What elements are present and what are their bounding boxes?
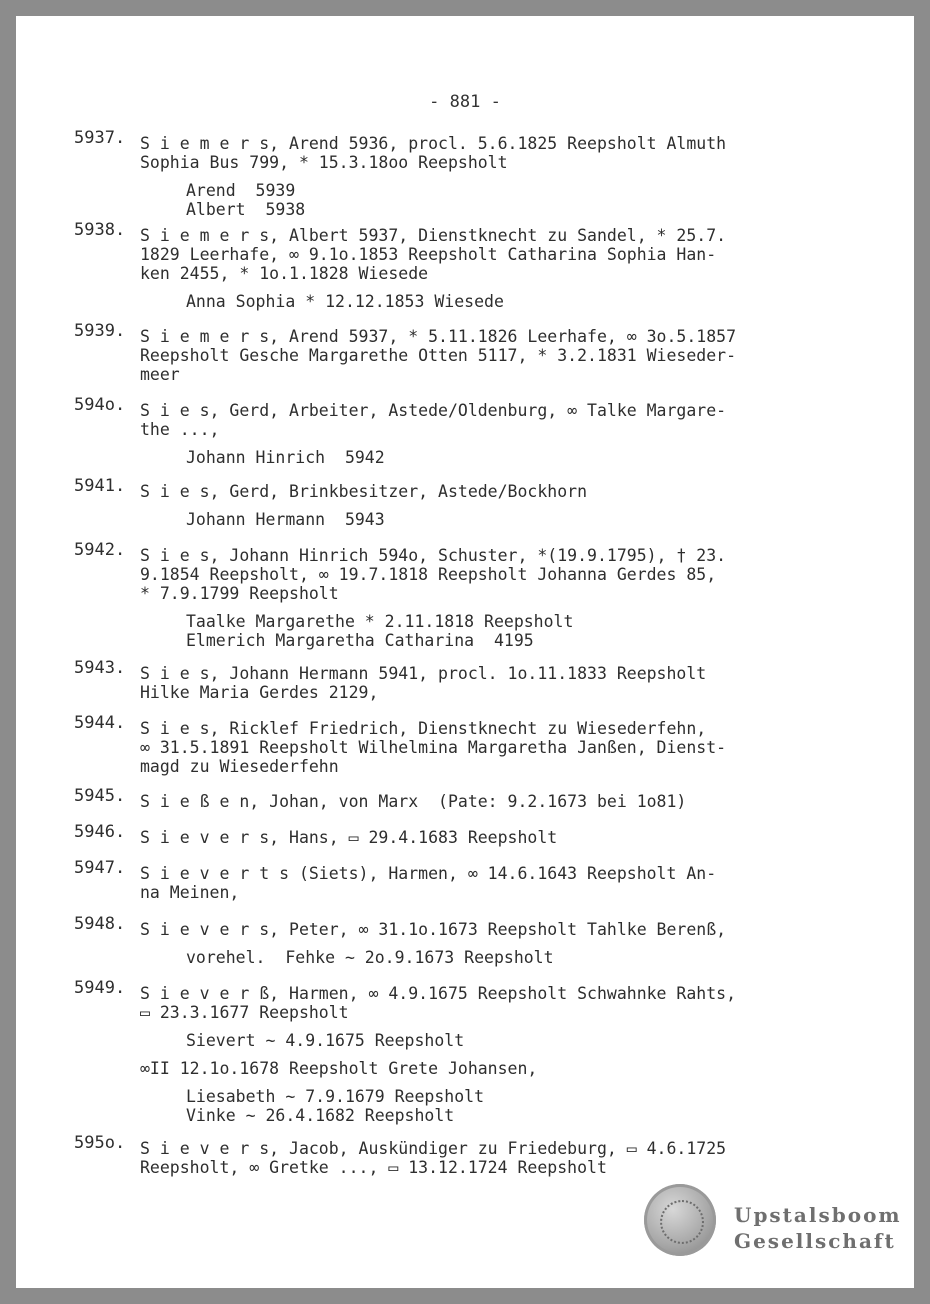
entry-line: S i e s, Ricklef Friedrich, Dienstknecht zu Wiesederfehn,	[140, 719, 707, 738]
entry-number: 5938.	[74, 220, 126, 240]
entry-line: * 7.9.1799 Reepsholt	[140, 584, 339, 603]
child-line: Albert 5938	[186, 200, 306, 219]
entry-number: 5941.	[74, 476, 126, 496]
child-line: vorehel. Fehke ~ 2o.9.1673 Reepsholt	[186, 948, 554, 967]
entry-line: Reepsholt, ∞ Gretke ..., ▭ 13.12.1724 Reepsholt	[140, 1158, 607, 1177]
child-line: Anna Sophia * 12.12.1853 Wiesede	[186, 292, 504, 311]
entry-line: ▭ 23.3.1677 Reepsholt	[140, 1003, 349, 1022]
entry-number: 5949.	[74, 978, 126, 998]
document-page	[16, 16, 914, 1288]
entry-line: S i e m e r s, Arend 5936, procl. 5.6.1825 Reepsholt Almuth	[140, 134, 727, 153]
entry-line: ken 2455, * 1o.1.1828 Wiesede	[140, 264, 429, 283]
child-line: Liesabeth ~ 7.9.1679 Reepsholt	[186, 1087, 485, 1106]
entry-line: S i e v e r ß, Harmen, ∞ 4.9.1675 Reepsholt Schwahnke Rahts,	[140, 984, 737, 1003]
entry-line: S i e ß e n, Johan, von Marx (Pate: 9.2.1673 bei 1o81)	[140, 792, 687, 811]
entry-line: S i e m e r s, Arend 5937, * 5.11.1826 Leerhafe, ∞ 3o.5.1857	[140, 327, 737, 346]
entry-line: Sophia Bus 799, * 15.3.18oo Reepsholt	[140, 153, 508, 172]
entry-number: 5943.	[74, 658, 126, 678]
entry-line: Reepsholt Gesche Margarethe Otten 5117, * 3.2.1831 Wieseder-	[140, 346, 737, 365]
entry-number: 5947.	[74, 858, 126, 878]
child-line: Arend 5939	[186, 181, 296, 200]
entry-number: 5942.	[74, 540, 126, 560]
entry-line: magd zu Wiesederfehn	[140, 757, 339, 776]
child-line: Johann Hinrich 5942	[186, 448, 385, 467]
entry-line: S i e s, Johann Hinrich 594o, Schuster, *(19.9.1795), † 23.	[140, 546, 727, 565]
entry-line: 1829 Leerhafe, ∞ 9.1o.1853 Reepsholt Catharina Sophia Han-	[140, 245, 717, 264]
entry-line: S i e s, Gerd, Brinkbesitzer, Astede/Bockhorn	[140, 482, 588, 501]
entry-number: 594o.	[74, 395, 126, 415]
entry-line: meer	[140, 365, 180, 384]
entry-line: S i e v e r t s (Siets), Harmen, ∞ 14.6.1643 Reepsholt An-	[140, 864, 717, 883]
logo-line-1: Upstalsboom	[734, 1203, 902, 1227]
entry-number: 5944.	[74, 713, 126, 733]
entry-line: S i e v e r s, Jacob, Auskündiger zu Friedeburg, ▭ 4.6.1725	[140, 1139, 727, 1158]
entry-line: na Meinen,	[140, 883, 240, 902]
remarriage-line: ∞II 12.1o.1678 Reepsholt Grete Johansen,	[140, 1059, 538, 1078]
society-seal-icon	[644, 1184, 716, 1256]
entry-number: 5948.	[74, 914, 126, 934]
entry-line: the ...,	[140, 420, 220, 439]
entry-line: S i e s, Gerd, Arbeiter, Astede/Oldenburg, ∞ Talke Margare-	[140, 401, 727, 420]
entry-number: 5945.	[74, 786, 126, 806]
entry-line: S i e m e r s, Albert 5937, Dienstknecht zu Sandel, * 25.7.	[140, 226, 727, 245]
entry-line: 9.1854 Reepsholt, ∞ 19.7.1818 Reepsholt Johanna Gerdes 85,	[140, 565, 717, 584]
entry-line: S i e v e r s, Hans, ▭ 29.4.1683 Reepsholt	[140, 828, 558, 847]
child-line: Sievert ~ 4.9.1675 Reepsholt	[186, 1031, 465, 1050]
child-line: Johann Hermann 5943	[186, 510, 385, 529]
entry-line: Hilke Maria Gerdes 2129,	[140, 683, 379, 702]
entry-number: 5937.	[74, 128, 126, 148]
entry-number: 5939.	[74, 321, 126, 341]
entry-line: ∞ 31.5.1891 Reepsholt Wilhelmina Margaretha Janßen, Dienst-	[140, 738, 727, 757]
entry-line: S i e s, Johann Hermann 5941, procl. 1o.11.1833 Reepsholt	[140, 664, 707, 683]
entry-number: 5946.	[74, 822, 126, 842]
child-line: Vinke ~ 26.4.1682 Reepsholt	[186, 1106, 455, 1125]
child-line: Elmerich Margaretha Catharina 4195	[186, 631, 534, 650]
page-number: - 881 -	[429, 92, 501, 112]
logo-line-2: Gesellschaft	[734, 1229, 896, 1253]
entry-number: 595o.	[74, 1133, 126, 1153]
entry-line: S i e v e r s, Peter, ∞ 31.1o.1673 Reepsholt Tahlke Berenß,	[140, 920, 727, 939]
child-line: Taalke Margarethe * 2.11.1818 Reepsholt	[186, 612, 574, 631]
